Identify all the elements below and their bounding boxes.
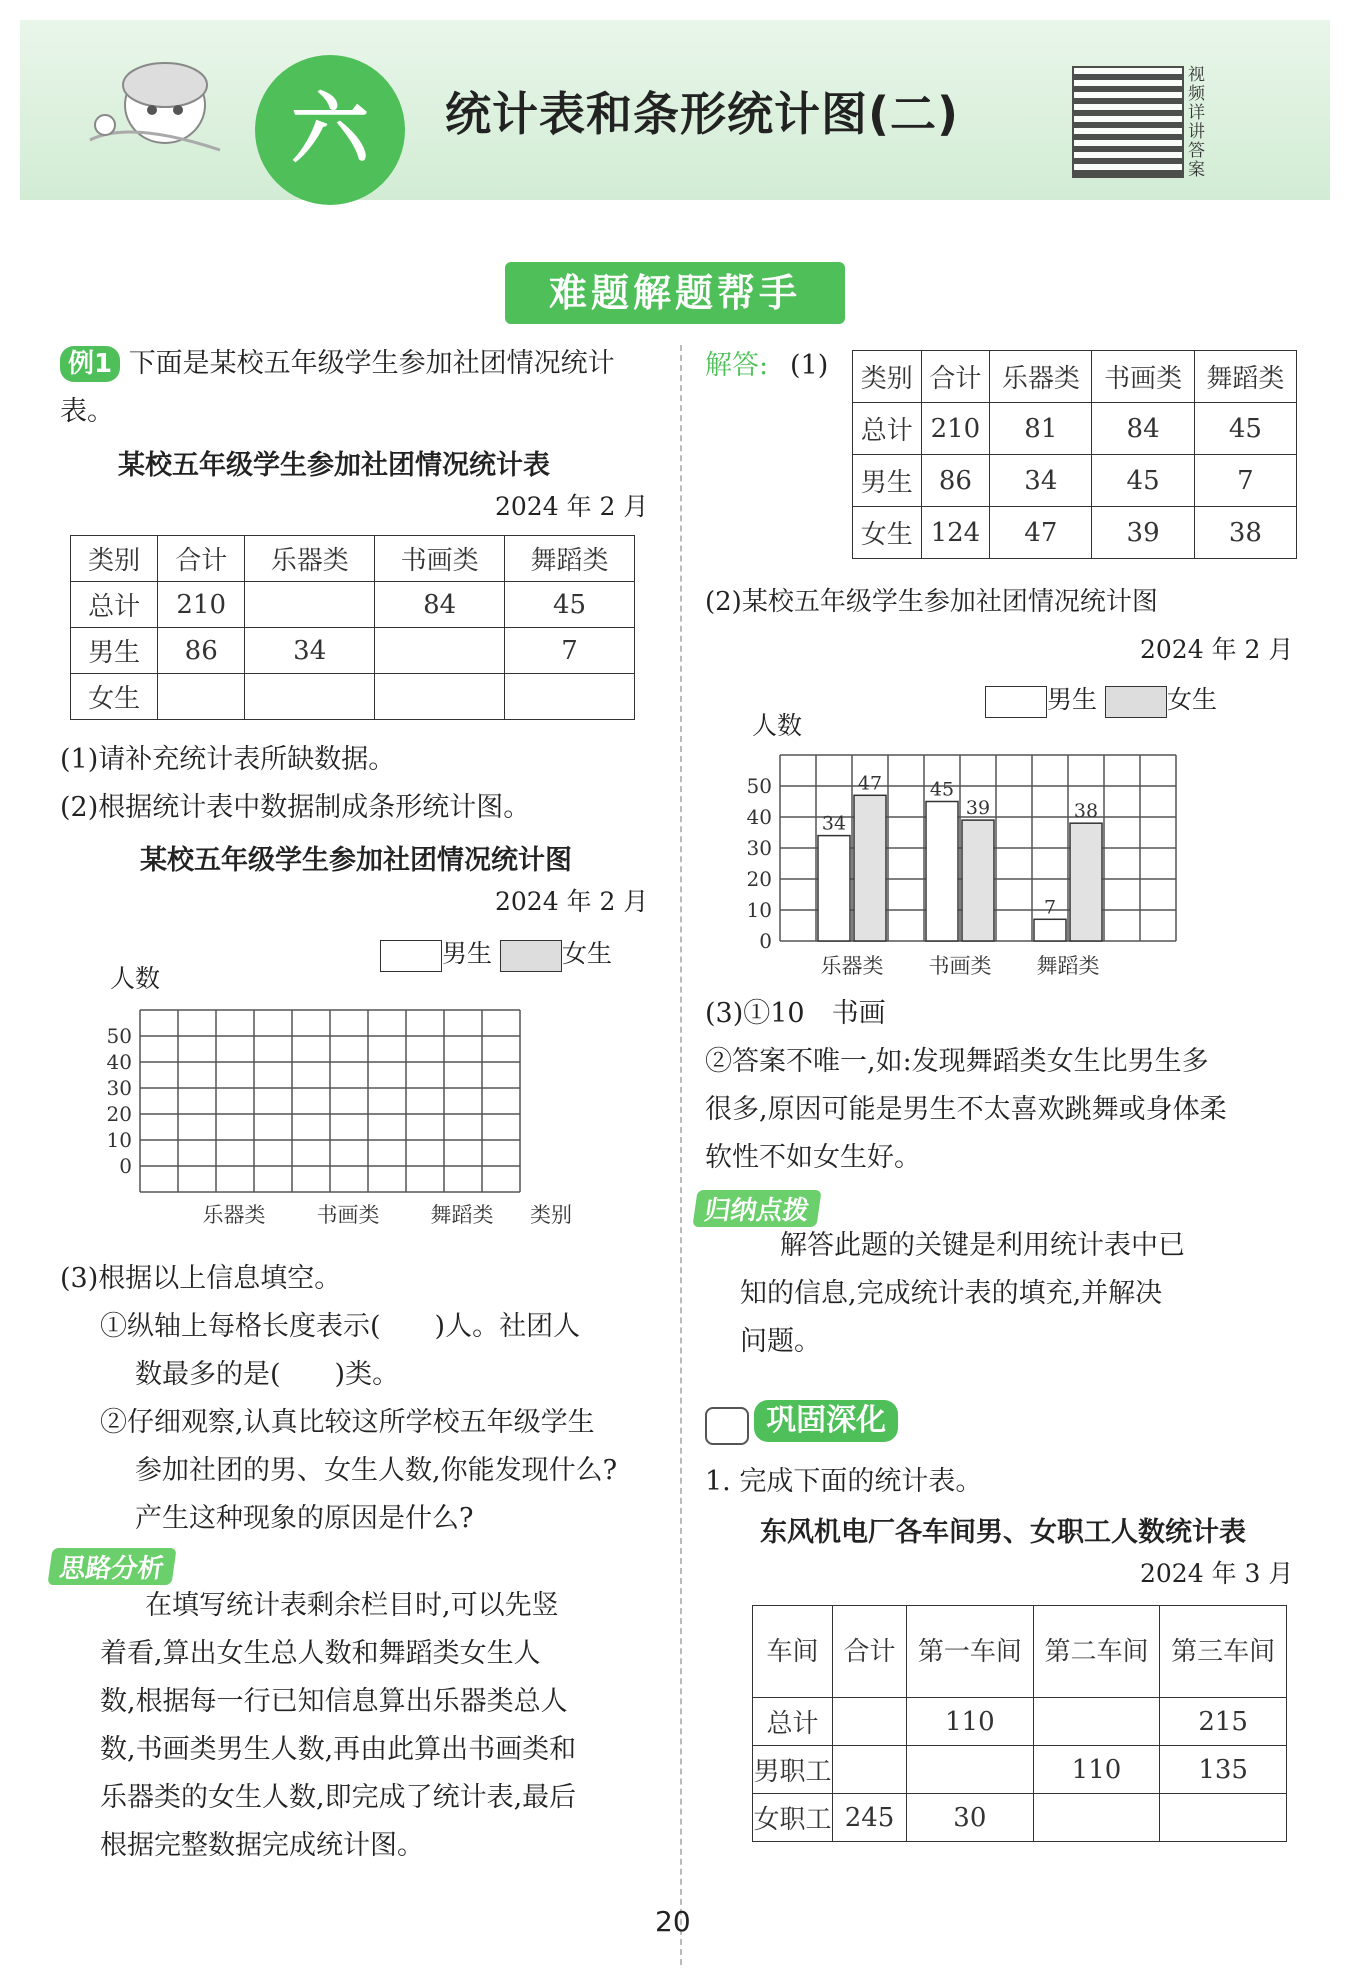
bar-male (926, 802, 958, 942)
table-row (753, 1698, 1287, 1746)
text-line: 在填写统计表剩余栏目时,可以先竖 (145, 1590, 559, 1621)
question-3-2c: 产生这种现象的原因是什么? (135, 1503, 474, 1534)
y-tick-label: 20 (746, 867, 772, 891)
text-line: 软性不如女生好。 (705, 1142, 921, 1173)
header-cell: 乐器类 (990, 351, 1092, 403)
summary-text (740, 1222, 1310, 1366)
header-cell: 第二车间 (1033, 1606, 1160, 1698)
header-cell: 合计 (921, 351, 990, 403)
qr-label: 视频详讲答案 (1188, 65, 1205, 180)
table-cell: 124 (921, 507, 990, 559)
table-cell: 7 (1194, 455, 1296, 507)
answer-part3-1: (3)①10 书画 (705, 998, 886, 1029)
answer-part3-2 (705, 1038, 1305, 1182)
x-tick-label: 乐器类 (202, 1203, 266, 1227)
blank-cell[interactable] (245, 674, 375, 720)
table-cell: 38 (1194, 507, 1296, 559)
table-cell: 47 (990, 507, 1092, 559)
x-tick-label: 书画类 (316, 1203, 380, 1227)
column-divider (680, 345, 682, 1965)
table-cell: 女职工 (753, 1794, 833, 1842)
text-line: 着看,算出女生总人数和舞蹈类女生人 (100, 1638, 541, 1669)
example-table-date: 2024 年 2 月 (495, 492, 649, 521)
question-1: (1)请补充统计表所缺数据。 (60, 744, 396, 775)
blank-cell[interactable] (375, 628, 505, 674)
table-cell: 男生 (853, 455, 922, 507)
y-tick-label: 30 (106, 1076, 132, 1100)
blank-cell[interactable] (833, 1746, 907, 1794)
bar-value-label: 39 (965, 797, 991, 820)
answer-chart-date: 2024 年 2 月 (1140, 635, 1294, 664)
blank-cell[interactable] (833, 1698, 907, 1746)
header-cell: 第三车间 (1160, 1606, 1287, 1698)
blank-cell[interactable] (245, 582, 375, 628)
consolidate-table-date: 2024 年 3 月 (1140, 1559, 1294, 1588)
text-line: 很多,原因可能是男生不太喜欢跳舞或身体柔 (705, 1094, 1227, 1125)
chapter-title: 统计表和条形统计图(二) (445, 87, 960, 141)
analysis-text (100, 1582, 660, 1870)
blank-chart-title: 某校五年级学生参加社团情况统计图 (140, 845, 572, 876)
y-tick-label: 20 (106, 1102, 132, 1126)
table-cell: 86 (921, 455, 990, 507)
table-cell: 总计 (71, 582, 158, 628)
analysis-tag-wrap (50, 1548, 174, 1585)
table-row (71, 674, 635, 720)
example-intro-text: 下面是某校五年级学生参加社团情况统计表。 (60, 348, 615, 427)
blank-cell[interactable] (1160, 1794, 1287, 1842)
x-axis-label: 类别 (530, 1203, 572, 1227)
text-line: 知的信息,完成统计表的填充,并解决 (740, 1278, 1163, 1309)
bar-male (1034, 919, 1066, 941)
answer-bar-chart (740, 745, 1250, 985)
y-tick-label: 30 (746, 836, 772, 860)
table-cell: 86 (158, 628, 245, 674)
blank-chart-grid[interactable] (100, 1000, 660, 1240)
table-row (853, 455, 1297, 507)
header-cell: 第一车间 (907, 1606, 1034, 1698)
y-tick-label: 40 (746, 805, 772, 829)
table-row (71, 582, 635, 628)
text-line: 根据完整数据完成统计图。 (100, 1830, 424, 1861)
question-3-1a: ①纵轴上每格长度表示( )人。社团人 (100, 1311, 581, 1342)
consolidate-table (752, 1605, 1287, 1842)
x-tick-label: 书画类 (928, 954, 992, 978)
table-row (753, 1794, 1287, 1842)
text-line: 乐器类的女生人数,即完成了统计表,最后 (100, 1782, 577, 1813)
legend-male-swatch (380, 940, 442, 972)
text-line: 解答此题的关键是利用统计表中已 (780, 1230, 1185, 1261)
table-cell: 30 (907, 1794, 1034, 1842)
table-cell: 总计 (853, 403, 922, 455)
table-row (853, 507, 1297, 559)
bar-value-label: 38 (1073, 800, 1099, 823)
bar-value-label: 7 (1043, 896, 1057, 919)
answer-table (852, 350, 1297, 559)
section-banner: 难题解题帮手 (505, 262, 845, 324)
legend-female-label: 女生 (561, 939, 612, 968)
answer-legend-male-label: 男生 (1047, 685, 1098, 714)
header-cell: 类别 (853, 351, 922, 403)
blank-chart-legend (380, 930, 612, 978)
header-cell: 舞蹈类 (505, 536, 635, 582)
question-3-1b: 数最多的是( )类。 (135, 1359, 400, 1390)
mascot-illustration (70, 50, 240, 170)
table-cell: 84 (1092, 403, 1194, 455)
example-table (70, 535, 635, 720)
bar-value-label: 34 (821, 812, 847, 835)
bar-male (818, 836, 850, 941)
table-cell: 39 (1092, 507, 1194, 559)
bar-female (854, 795, 886, 941)
table-row (71, 628, 635, 674)
y-tick-label: 0 (119, 1154, 132, 1178)
x-tick-label: 舞蹈类 (430, 1203, 494, 1227)
answer-chart-legend (985, 676, 1217, 724)
blank-cell[interactable] (375, 674, 505, 720)
header-cell: 舞蹈类 (1194, 351, 1296, 403)
table-cell: 84 (375, 582, 505, 628)
x-tick-label: 乐器类 (820, 954, 884, 978)
summary-tag: 归纳点拨 (692, 1190, 821, 1227)
answer-legend-female-swatch (1105, 686, 1167, 718)
analysis-tag: 思路分析 (47, 1548, 176, 1585)
consolidate-header (705, 1400, 898, 1445)
question-3-2b: 参加社团的男、女生人数,你能发现什么? (135, 1455, 618, 1486)
table-cell: 215 (1160, 1698, 1287, 1746)
table-row (853, 403, 1297, 455)
bar-female (962, 820, 994, 941)
bar-female (1070, 823, 1102, 941)
y-tick-label: 0 (759, 929, 772, 953)
consolidate-table-title: 东风机电厂各车间男、女职工人数统计表 (760, 1517, 1246, 1548)
table-cell: 男生 (71, 628, 158, 674)
blank-cell[interactable] (907, 1746, 1034, 1794)
table-cell: 110 (907, 1698, 1034, 1746)
table-cell: 210 (921, 403, 990, 455)
header-cell: 类别 (71, 536, 158, 582)
answer-legend-male-swatch (985, 686, 1047, 718)
y-tick-label: 10 (106, 1128, 132, 1152)
table-row (753, 1746, 1287, 1794)
table-cell: 110 (1033, 1746, 1160, 1794)
y-tick-label: 50 (106, 1024, 132, 1048)
text-line: 问题。 (740, 1326, 821, 1357)
table-cell: 45 (1092, 455, 1194, 507)
table-cell: 女生 (71, 674, 158, 720)
table-cell: 总计 (753, 1698, 833, 1746)
bar-value-label: 47 (857, 772, 883, 795)
consolidate-question: 1. 完成下面的统计表。 (705, 1466, 983, 1497)
table-cell: 34 (990, 455, 1092, 507)
header-cell: 车间 (753, 1606, 833, 1698)
y-tick-label: 50 (746, 774, 772, 798)
y-tick-label: 40 (106, 1050, 132, 1074)
question-3: (3)根据以上信息填空。 (60, 1263, 342, 1294)
answer-part1: (1) (790, 350, 829, 381)
table-cell: 135 (1160, 1746, 1287, 1794)
page-number: 20 (655, 1905, 691, 1938)
question-3-2a: ②仔细观察,认真比较这所学校五年级学生 (100, 1407, 595, 1438)
answer-legend-female-label: 女生 (1166, 685, 1217, 714)
x-tick-label: 舞蹈类 (1036, 954, 1100, 978)
blank-cell[interactable] (1033, 1794, 1160, 1842)
blank-cell[interactable] (158, 674, 245, 720)
blank-cell[interactable] (1033, 1698, 1160, 1746)
table-cell: 45 (1194, 403, 1296, 455)
table-cell: 45 (505, 582, 635, 628)
qr-code[interactable] (1072, 66, 1184, 178)
robot-icon (705, 1407, 749, 1445)
answer-label: 解答: (705, 350, 769, 381)
blank-chart-ylabel: 人数 (110, 964, 161, 993)
header-cell: 书画类 (375, 536, 505, 582)
y-tick-label: 10 (746, 898, 772, 922)
header-cell: 合计 (833, 1606, 907, 1698)
header-cell: 乐器类 (245, 536, 375, 582)
text-line: 数,根据每一行已知信息算出乐器类总人 (100, 1686, 568, 1717)
table-cell: 210 (158, 582, 245, 628)
table-cell: 女生 (853, 507, 922, 559)
table-cell: 34 (245, 628, 375, 674)
example-intro (60, 340, 650, 436)
table-cell: 7 (505, 628, 635, 674)
answer-chart-ylabel: 人数 (752, 711, 803, 740)
text-line: 数,书画类男生人数,再由此算出书画类和 (100, 1734, 577, 1765)
legend-female-swatch (500, 940, 562, 972)
answer-part2: (2)某校五年级学生参加社团情况统计图 (705, 587, 1158, 617)
header-cell: 书画类 (1092, 351, 1194, 403)
consolidate-tag: 巩固深化 (754, 1400, 898, 1442)
table-cell: 245 (833, 1794, 907, 1842)
legend-male-label: 男生 (442, 939, 493, 968)
bar-value-label: 45 (929, 778, 955, 801)
table-cell: 81 (990, 403, 1092, 455)
blank-chart-date: 2024 年 2 月 (495, 887, 649, 916)
example-tag: 例1 (60, 346, 120, 382)
table-cell: 男职工 (753, 1746, 833, 1794)
header-cell: 合计 (158, 536, 245, 582)
blank-cell[interactable] (505, 674, 635, 720)
example-table-title: 某校五年级学生参加社团情况统计表 (118, 450, 550, 481)
text-line: ②答案不唯一,如:发现舞蹈类女生比男生多 (705, 1046, 1209, 1077)
unit-number: 六 (255, 55, 405, 205)
question-2: (2)根据统计表中数据制成条形统计图。 (60, 792, 531, 823)
